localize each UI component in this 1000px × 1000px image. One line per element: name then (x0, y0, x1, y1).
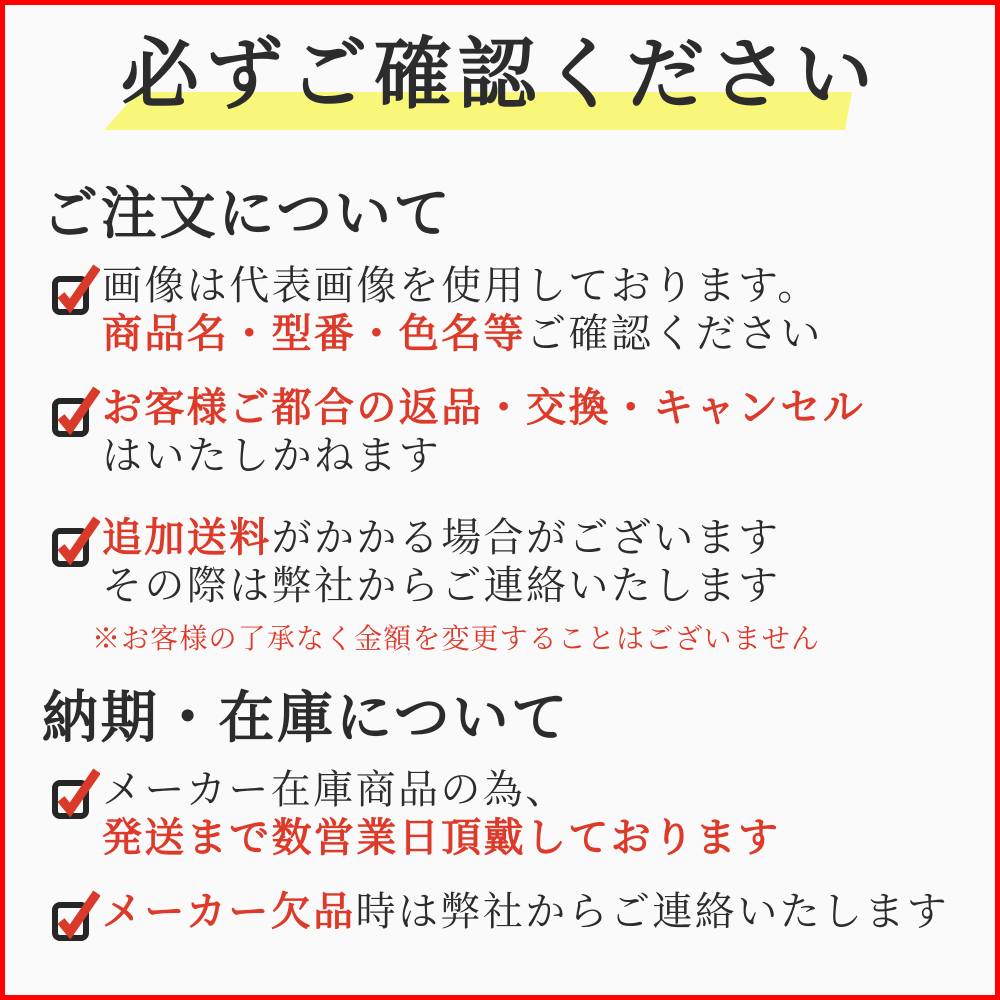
notice-text-segment: はいたしかねます (102, 433, 442, 479)
section-heading-delivery-stock: 納期・在庫について (42, 685, 571, 751)
checkbox-checked-icon (50, 882, 100, 942)
notice-item (50, 766, 980, 862)
notice-text-segment-red: メーカー欠品 (102, 888, 356, 935)
notice-item (50, 262, 980, 358)
notice-item-text (102, 888, 980, 936)
page-title: 必ずご確認ください (120, 29, 880, 120)
notice-item-text (102, 384, 980, 480)
notice-text-segment: その際は弊社からご連絡いたします (102, 563, 781, 609)
notice-item-text (102, 766, 980, 862)
checkbox-checked-icon (50, 378, 100, 438)
notice-item (50, 384, 980, 480)
notice-text-segment: がかかる場合がございます (271, 515, 781, 561)
price-change-note: ※お客様の了承なく金額を変更することはございません (92, 622, 821, 655)
notice-text-segment-red: 追加送料 (102, 514, 272, 561)
notice-text-segment-red: お客様ご都合の返品・交換・キャンセル (102, 384, 866, 431)
checkbox-checked-icon (50, 508, 100, 568)
notice-text-segment-red: 商品名・型番・色名等 (102, 310, 526, 357)
notice-text-segment: 画像は代表画像を使用しております。 (102, 263, 820, 309)
checkbox-checked-icon (50, 760, 100, 820)
notice-item-text (92, 514, 980, 656)
notice-item (50, 514, 980, 656)
notice-item-text (102, 262, 980, 358)
notice-text-segment-red: 発送まで数営業日頂戴しております (102, 814, 781, 861)
section-heading-orders: ご注文について (42, 181, 453, 247)
notice-text-segment: ご確認ください (526, 311, 823, 357)
notice-item (50, 888, 980, 936)
checkbox-checked-icon (50, 256, 100, 316)
notice-text-segment: 時は弊社からご連絡いたします (355, 889, 950, 935)
notice-text-segment: メーカー在庫商品の為、 (102, 767, 568, 813)
